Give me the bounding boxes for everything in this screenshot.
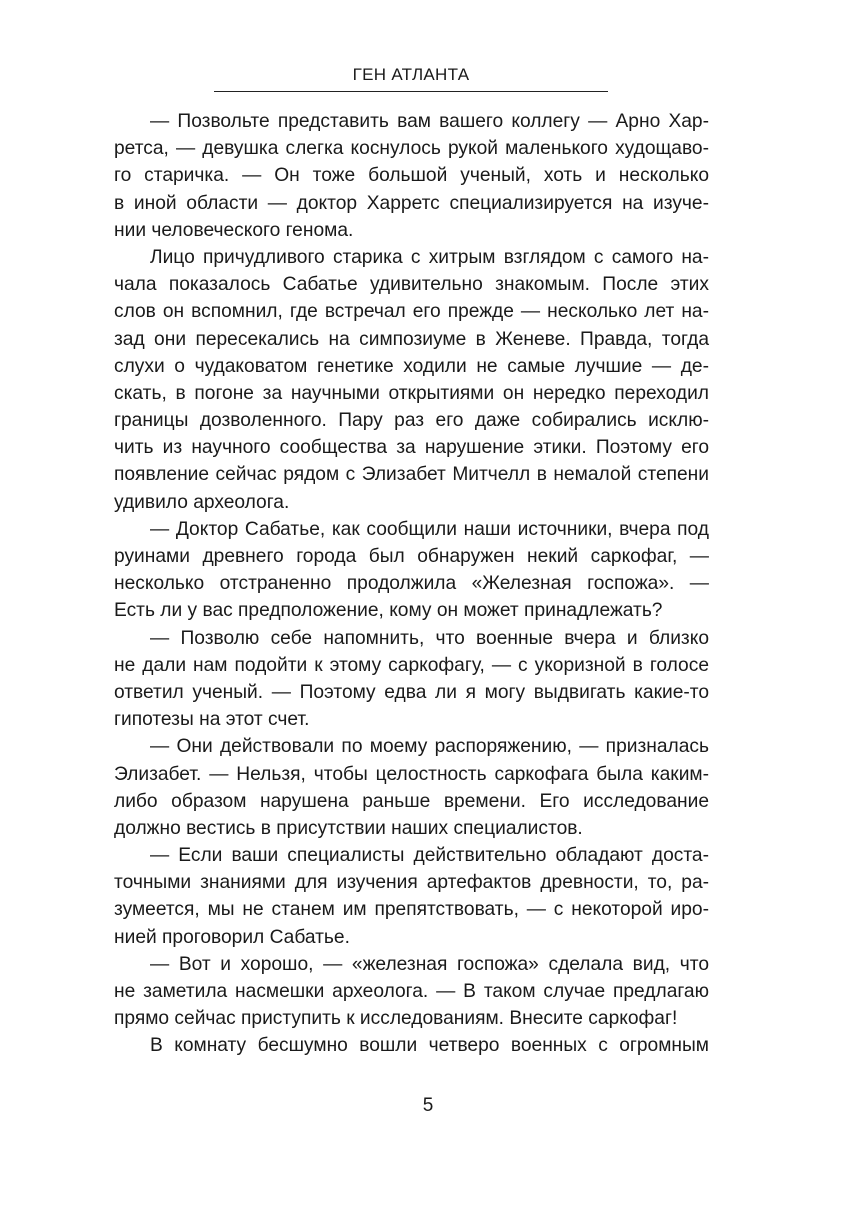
- text-line: гипотезы на этот счет.: [114, 709, 310, 731]
- paragraph: [114, 1032, 709, 1059]
- text-line: границы дозволенного. Пару раз его даже собирались исклю-: [114, 410, 709, 432]
- text-line: — Доктор Сабатье, как сообщили наши источники, вчера под: [150, 518, 709, 540]
- running-header: ГЕН АТЛАНТА: [352, 65, 470, 84]
- text-line: — Позвольте представить вам вашего коллегу — Арно Хар-: [150, 111, 709, 132]
- text-line: несколько отстраненно продолжила «Железная госпожа». —: [114, 573, 709, 595]
- text-line: скать, в погоне за научными открытиями он нередко переходил: [114, 382, 709, 404]
- text-line: зумеется, мы не станем им препятствовать, — с некоторой иро-: [114, 899, 709, 921]
- text-line: в иной области — доктор Харретс специализируется на изуче-: [114, 192, 709, 214]
- text-line: ретса, — девушка слегка коснулось рукой маленького худощаво-: [114, 138, 709, 160]
- text-line: не заметила насмешки археолога. — В таком случае предлагаю: [114, 981, 709, 1002]
- text-line: слов он вспомнил, где встречал его прежде — несколько лет на-: [114, 301, 709, 323]
- text-line: Элизабет. — Нельзя, чтобы целостность саркофага была каким-: [114, 763, 709, 785]
- text-line: не дали нам подойти к этому саркофагу, — с укоризной в голосе: [114, 654, 709, 676]
- text-line: прямо сейчас приступить к исследованиям. Внесите саркофаг!: [114, 1008, 678, 1030]
- text-line: появление сейчас рядом с Элизабет Митчелл в немалой степени: [114, 464, 709, 486]
- text-line: нии человеческого генома.: [114, 219, 354, 241]
- paragraph: [114, 951, 709, 1033]
- body-text: [114, 108, 709, 1060]
- header-rule: [214, 91, 608, 92]
- text-line: нией проговорил Сабатье.: [114, 926, 350, 948]
- text-line: — Если ваши специалисты действительно обладают доста-: [150, 845, 709, 867]
- paragraph: [114, 516, 709, 625]
- text-line: Есть ли у вас предположение, кому он может принадлежать?: [114, 600, 663, 622]
- text-line: ответил ученый. — Поэтому едва ли я могу выдвигать какие-то: [114, 681, 709, 703]
- text-line: чить из научного сообщества за нарушение этики. Поэтому его: [114, 437, 709, 459]
- text-line: руинами древнего города был обнаружен некий саркофаг, —: [114, 546, 709, 567]
- text-line: удивило археолога.: [114, 491, 290, 513]
- paragraph: [114, 625, 709, 734]
- text-line: В комнату бесшумно вошли четверо военных с огромным: [150, 1035, 709, 1057]
- text-line: точными знаниями для изучения артефактов древности, то, ра-: [114, 872, 709, 894]
- text-line: слухи о чудаковатом генетике ходили не самые лучшие — де-: [114, 355, 709, 377]
- paragraph: [114, 244, 709, 516]
- text-line: — Позволю себе напомнить, что военные вчера и близко: [150, 627, 709, 649]
- text-line: го старичка. — Он тоже большой ученый, хоть и несколько: [114, 165, 709, 187]
- text-line: — Они действовали по моему распоряжению, — призналась: [150, 736, 709, 758]
- paragraph: [114, 108, 709, 244]
- text-line: Лицо причудливого старика с хитрым взглядом с самого на-: [150, 246, 709, 268]
- paragraph: [114, 733, 709, 842]
- text-line: должно вестись в присутствии наших специалистов.: [114, 817, 583, 839]
- paragraph: [114, 842, 709, 951]
- text-line: чала показалось Сабатье удивительно знакомым. После этих: [114, 274, 709, 296]
- text-line: зад они пересекались на симпозиуме в Женеве. Правда, тогда: [114, 328, 709, 350]
- text-line: либо образом нарушена раньше времени. Его исследование: [114, 790, 709, 812]
- page-number: 5: [422, 1095, 434, 1116]
- text-line: — Вот и хорошо, — «железная госпожа» сделала вид, что: [150, 953, 709, 975]
